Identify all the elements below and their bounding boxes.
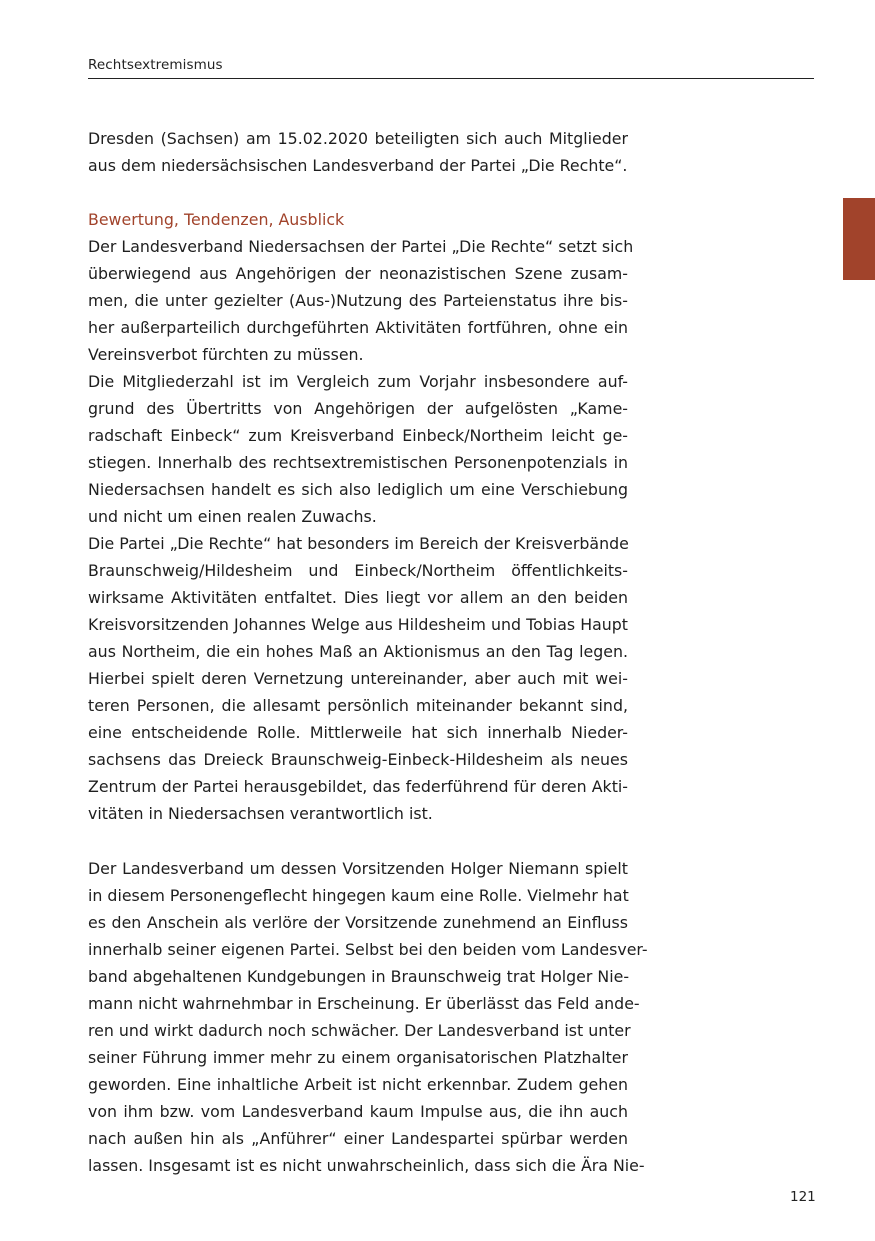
text-line: radschaft Einbeck“ zum Kreisverband Einbeck/Northeim leicht ge- xyxy=(88,426,628,445)
paragraph-3 xyxy=(88,530,628,827)
text-line: überwiegend aus Angehörigen der neonazistischen Szene zusam- xyxy=(88,264,628,283)
text-line: Die Partei „Die Rechte“ hat besonders im Bereich der Kreisverbände xyxy=(88,534,629,553)
text-line: nach außen hin als „Anführer“ einer Landespartei spürbar werden xyxy=(88,1129,628,1148)
text-line: Die Mitgliederzahl ist im Vergleich zum Vorjahr insbesondere auf- xyxy=(88,372,628,391)
text-line: es den Anschein als verlöre der Vorsitzende zunehmend an Einfluss xyxy=(88,913,628,932)
text-line: innerhalb seiner eigenen Partei. Selbst bei den beiden vom Landesver- xyxy=(88,940,648,959)
text-line: aus dem niedersächsischen Landesverband der Partei „Die Rechte“. xyxy=(88,156,628,175)
text-line: vitäten in Niedersachsen verantwortlich ist. xyxy=(88,804,433,823)
text-line: Zentrum der Partei herausgebildet, das federführend für deren Akti- xyxy=(88,777,628,796)
text-line: und nicht um einen realen Zuwachs. xyxy=(88,507,377,526)
page-number: 121 xyxy=(790,1189,816,1205)
text-line: teren Personen, die allesamt persönlich miteinander bekannt sind, xyxy=(88,696,628,715)
text-line: eine entscheidende Rolle. Mittlerweile hat sich innerhalb Nieder- xyxy=(88,723,628,742)
text-line: mann nicht wahrnehmbar in Erscheinung. Er überlässt das Feld ande- xyxy=(88,994,640,1013)
running-head: Rechtsextremismus xyxy=(88,57,223,73)
text-line: Hierbei spielt deren Vernetzung untereinander, aber auch mit wei- xyxy=(88,669,628,688)
text-line: grund des Übertritts von Angehörigen der aufgelösten „Kame- xyxy=(88,399,628,418)
text-line: Kreisvorsitzenden Johannes Welge aus Hildesheim und Tobias Haupt xyxy=(88,615,628,634)
intro-paragraph xyxy=(88,125,628,179)
text-line: ren und wirkt dadurch noch schwächer. Der Landesverband ist unter xyxy=(88,1021,631,1040)
text-line: aus Northeim, die ein hohes Maß an Aktionismus an den Tag legen. xyxy=(88,642,628,661)
text-line: men, die unter gezielter (Aus-)Nutzung des Parteienstatus ihre bis- xyxy=(88,291,628,310)
text-line: Niedersachsen handelt es sich also lediglich um eine Verschiebung xyxy=(88,480,628,499)
text-line: wirksame Aktivitäten entfaltet. Dies liegt vor allem an den beiden xyxy=(88,588,628,607)
chapter-side-tab xyxy=(843,198,875,280)
text-line: in diesem Personengeflecht hingegen kaum eine Rolle. Vielmehr hat xyxy=(88,886,629,905)
text-line: sachsens das Dreieck Braunschweig-Einbeck-Hildesheim als neues xyxy=(88,750,628,769)
text-line: geworden. Eine inhaltliche Arbeit ist nicht erkennbar. Zudem gehen xyxy=(88,1075,628,1094)
text-line: lassen. Insgesamt ist es nicht unwahrscheinlich, dass sich die Ära Nie- xyxy=(88,1156,645,1175)
text-line: Vereinsverbot fürchten zu müssen. xyxy=(88,345,364,364)
text-line: stiegen. Innerhalb des rechtsextremistischen Personenpotenzials in xyxy=(88,453,628,472)
text-line: von ihm bzw. vom Landesverband kaum Impulse aus, die ihn auch xyxy=(88,1102,628,1121)
text-line: her außerparteilich durchgeführten Aktivitäten fortführen, ohne ein xyxy=(88,318,628,337)
text-line: Der Landesverband Niedersachsen der Partei „Die Rechte“ setzt sich xyxy=(88,237,634,256)
paragraph-2 xyxy=(88,368,628,530)
paragraph-4 xyxy=(88,855,648,1179)
text-line: band abgehaltenen Kundgebungen in Braunschweig trat Holger Nie- xyxy=(88,967,630,986)
text-line: Dresden (Sachsen) am 15.02.2020 beteiligten sich auch Mitglieder xyxy=(88,129,628,148)
text-line: Braunschweig/Hildesheim und Einbeck/Northeim öffentlichkeits- xyxy=(88,561,628,580)
text-line: seiner Führung immer mehr zu einem organisatorischen Platzhalter xyxy=(88,1048,628,1067)
section-heading: Bewertung, Tendenzen, Ausblick xyxy=(88,210,345,229)
text-line: Der Landesverband um dessen Vorsitzenden Holger Niemann spielt xyxy=(88,859,628,878)
paragraph-1 xyxy=(88,233,634,368)
header-rule xyxy=(88,78,814,79)
